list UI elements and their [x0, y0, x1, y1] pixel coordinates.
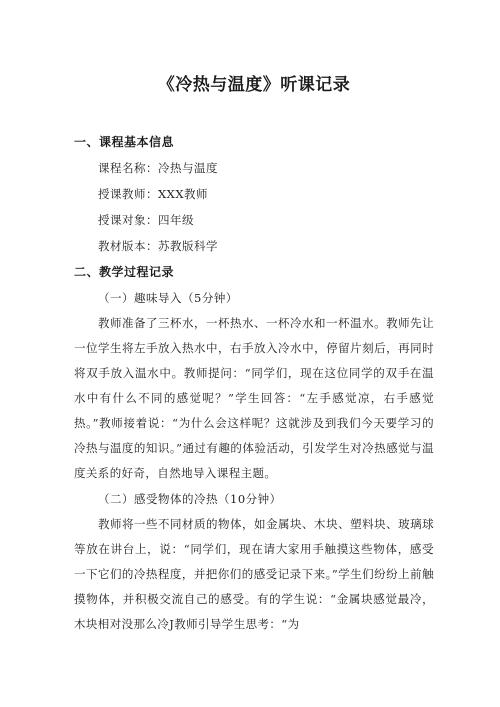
section-heading-basic-info: 一、课程基本信息	[74, 135, 175, 149]
subheading-feel-objects: （二）感受物体的冷热（10分钟）	[98, 492, 282, 506]
info-textbook: 教材版本：苏教版科学	[98, 239, 218, 253]
info-teacher: 授课教师：XXX教师	[98, 187, 209, 201]
section-basic-info	[74, 129, 434, 259]
info-audience: 授课对象：四年级	[98, 213, 194, 227]
paragraph-intro: 教师准备了三杯水，一杯热水、一杯冷水和一杯温水。教师先让一位学生将左手放入热水中，右手放入冷水中，停留片刻后，再同时将双手放入温水中。教师提问：“同学们，现在这位同学的双手在温水中有什么不同的感觉呢？”学生回答：“左手感觉凉，右手感觉热。”教师接着说：“为什么会这样呢？这就涉及到我们今天要学习的冷热与温度的知识。”通过有趣的体验活动，引发学生对冷热感觉与温度关系的好奇，自然地导入课程主题。	[74, 316, 434, 480]
paragraph-feel-objects: 教师将一些不同材质的物体，如金属块、木块、塑料块、玻璃球等放在讲台上，说：“同学们，现在请大家用手触摸这些物体，感受一下它们的冷热程度，并把你们的感受记录下来。”学生们纷纷上前触摸物体，并积极交流自己的感受。有的学生说：“金属块感觉最冷，木块相对没那么冷J教师引导学生思考：“为	[74, 517, 434, 631]
subheading-intro: （一）趣味导入（5分钟）	[98, 291, 238, 305]
section-teaching-process	[74, 259, 434, 637]
document-title: 《冷热与温度》听课记录	[157, 75, 351, 95]
section-heading-teaching-process: 二、教学过程记录	[74, 265, 175, 279]
info-course-name: 课程名称：冷热与温度	[98, 161, 218, 175]
